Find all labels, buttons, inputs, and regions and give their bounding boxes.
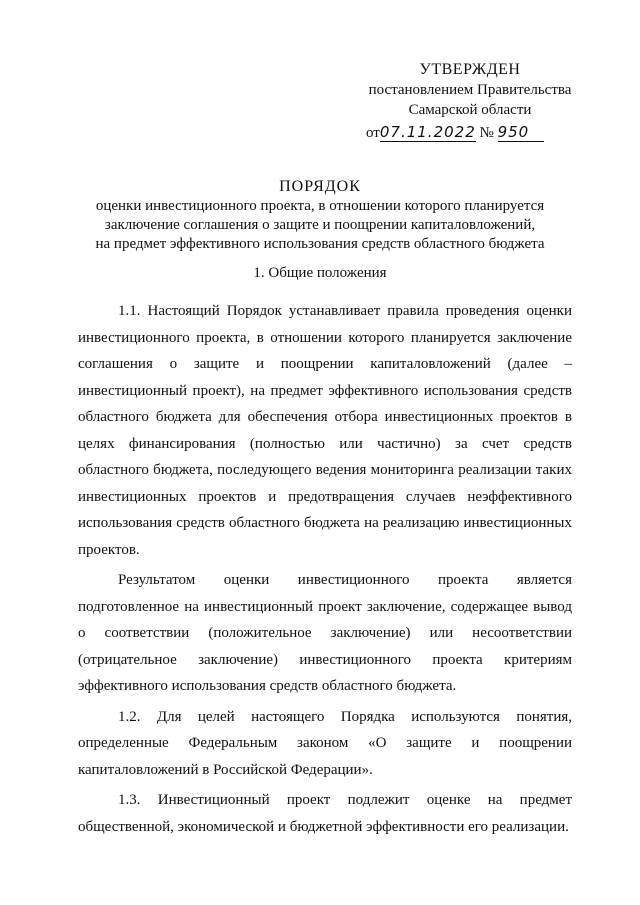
approval-line-1: постановлением Правительства [368, 82, 572, 98]
paragraph: 1.2. Для целей настоящего Порядка используются понятия, определенные Федеральным законом «О защите и поощрении капиталовложений в Российской Федерации». [78, 708, 572, 778]
approval-date-line [360, 122, 580, 143]
paragraph: Результатом оценки инвестиционного проекта является подготовленное на инвестиционный проект заключение, содержащее вывод о соответствии (положительное заключение) или несоответствии (отрицательное заключение) инвестиционного проекта критериям эффективного использования средств областного бюджета. [78, 572, 572, 694]
handwritten-number: 950 [497, 123, 530, 141]
approval-stamp [360, 60, 580, 143]
document-body [78, 298, 572, 840]
paragraph: 1.3. Инвестиционный проект подлежит оценке на предмет общественной, экономической и бюджетной эффективности его реализации. [78, 792, 572, 835]
subtitle-line: на предмет эффективного использования средств областного бюджета [95, 236, 545, 252]
document-subtitle [60, 197, 580, 254]
date-prefix: от [366, 125, 380, 141]
paragraph: 1.1. Настоящий Порядок устанавливает правила проведения оценки инвестиционного проекта, в отношении которого планируется заключение соглашения о защите и поощрении капиталовложений (далее – инвестиционный проект), на предмет эффективного использования средств областного бюджета для обеспечения отбора инвестиционных проектов в целях финансирования (полностью или частично) за счет средств областного бюджета, последующего ведения мониторинга реализации таких инвестиционных проектов и предотвращения случаев неэффективного использования средств областного бюджета на реализацию инвестиционных проектов. [78, 303, 572, 558]
approval-line-2: Самарской области [408, 102, 532, 118]
handwritten-date: 07.11.2022 [379, 123, 476, 141]
subtitle-line: оценки инвестиционного проекта, в отношении которого планируется [95, 198, 545, 214]
subtitle-line: заключение соглашения о защите и поощрении капиталовложений, [104, 217, 536, 233]
section-heading: 1. Общие положения [253, 265, 387, 281]
document-title: ПОРЯДОК [279, 178, 361, 195]
number-sign: № [479, 125, 494, 141]
approval-title: УТВЕРЖДЕН [419, 61, 521, 78]
